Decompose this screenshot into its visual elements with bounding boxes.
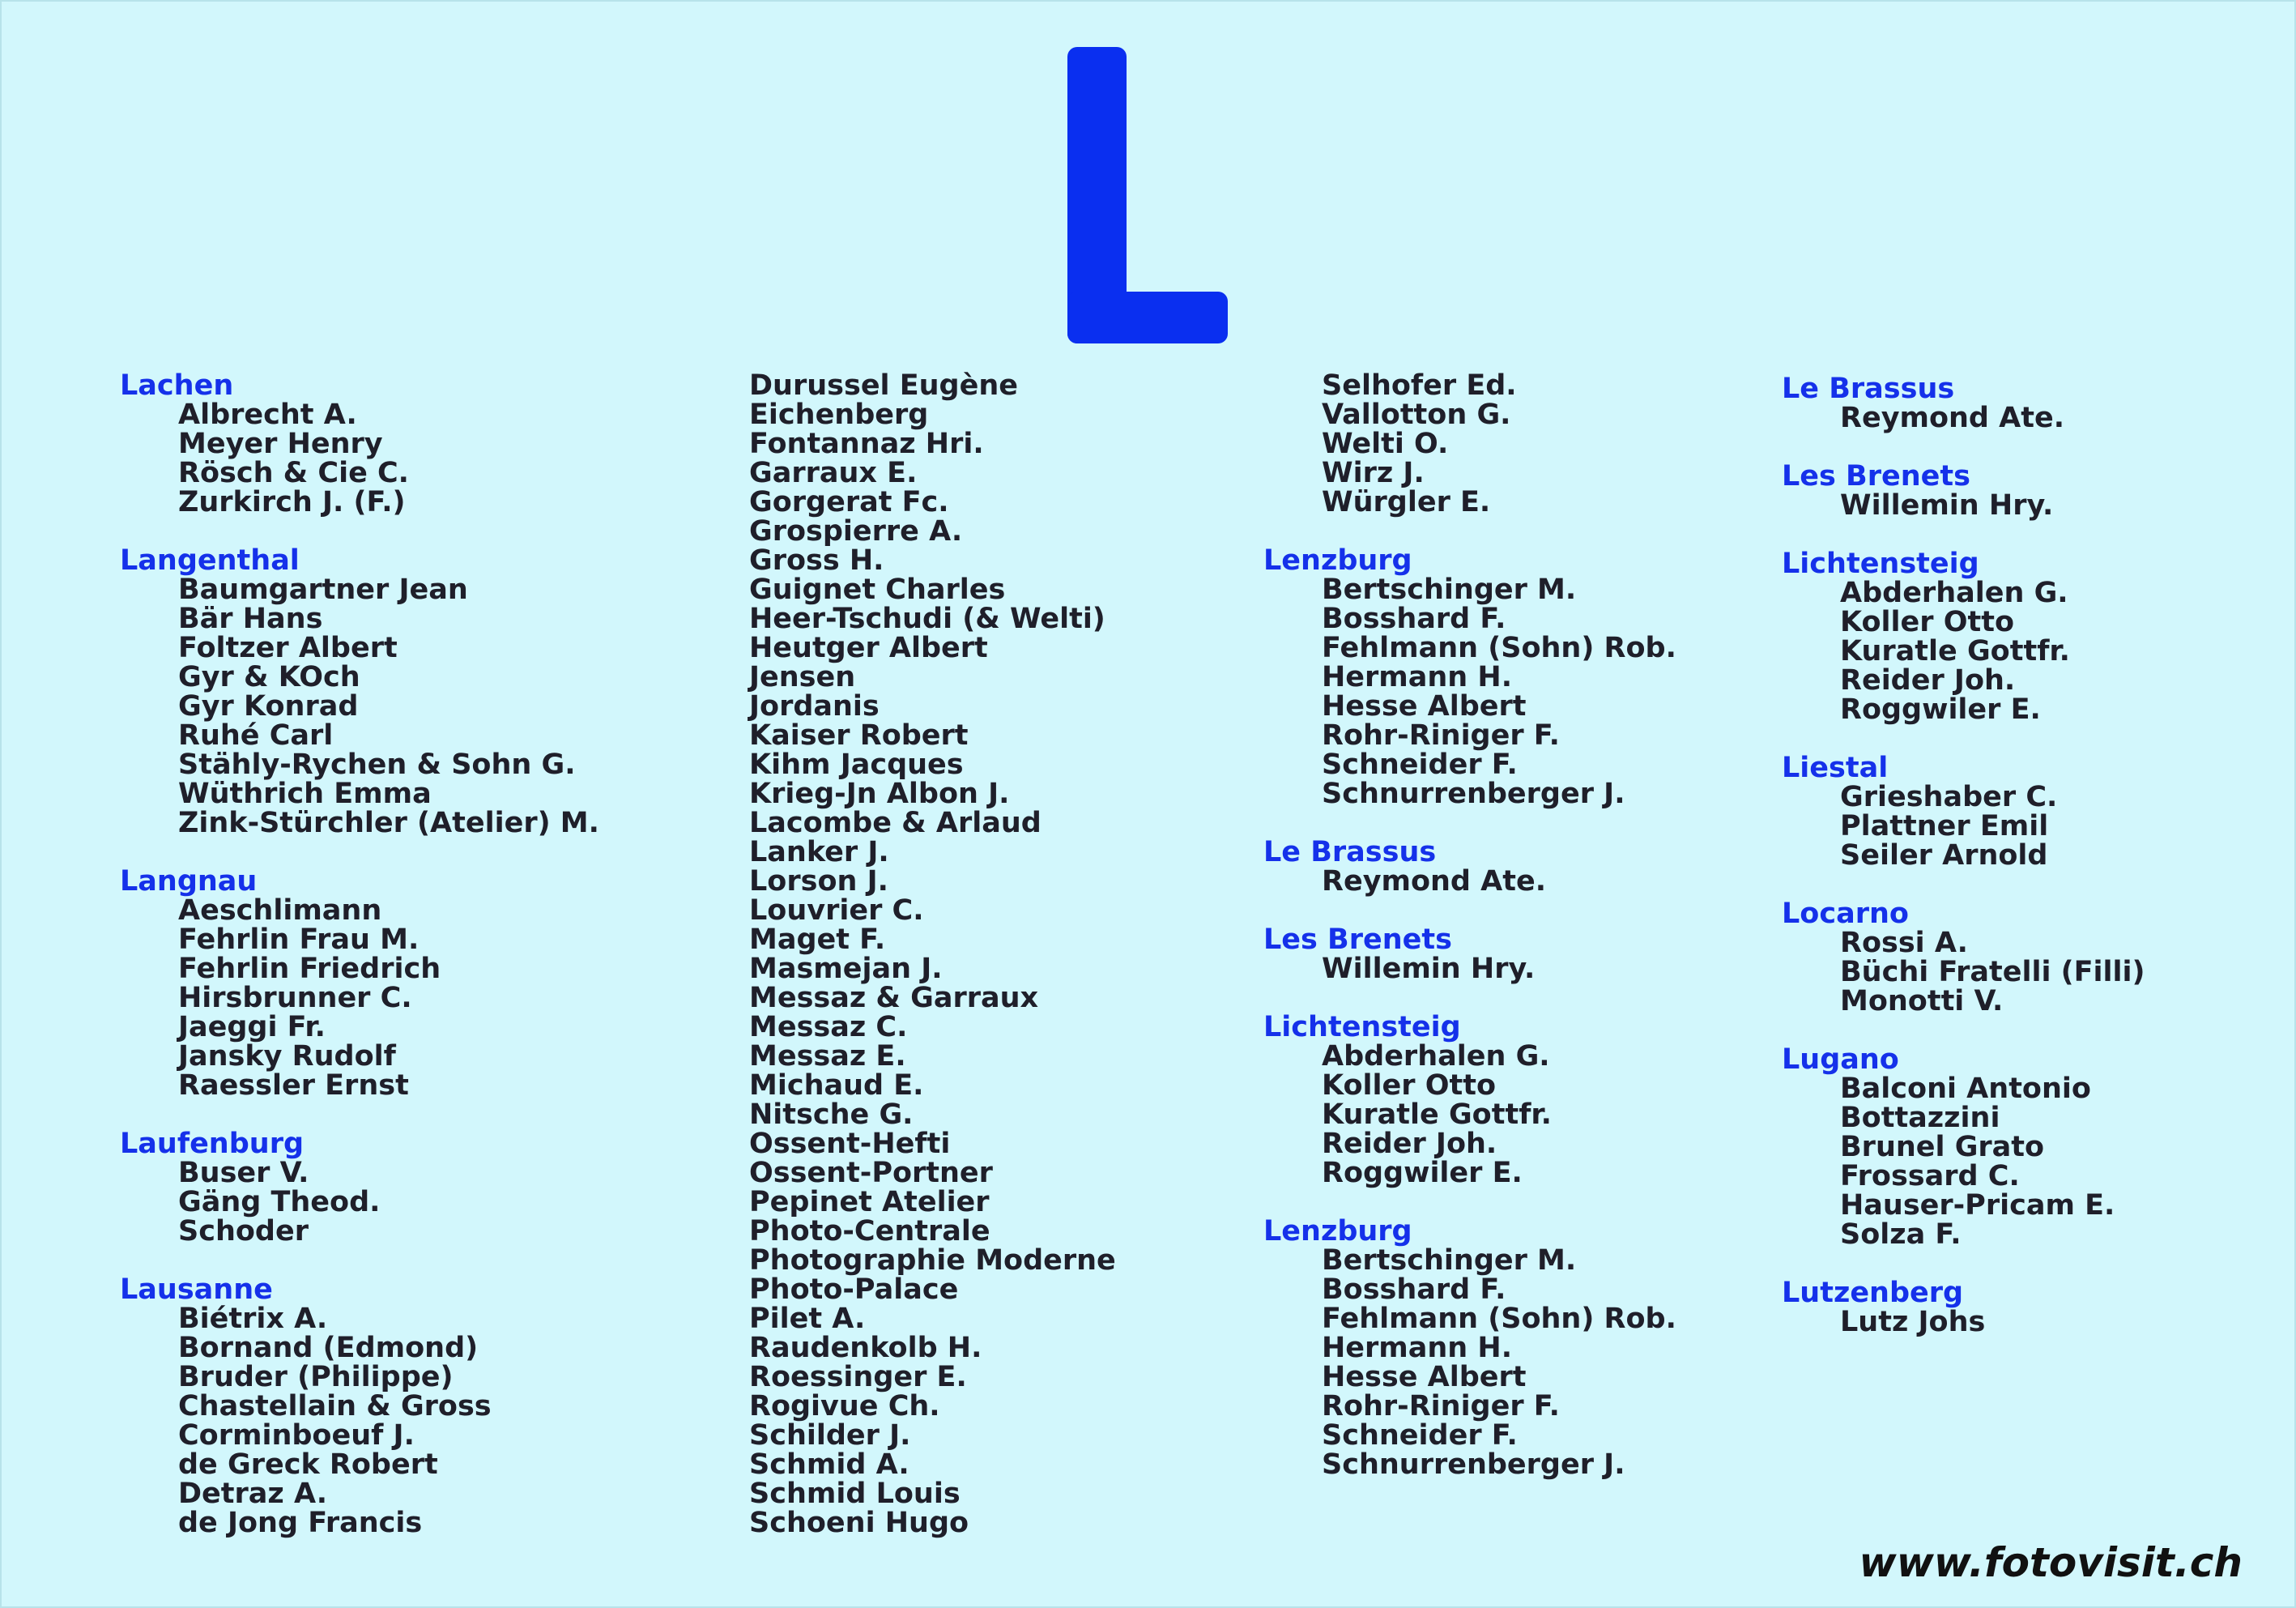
photographer-name: Raessler Ernst bbox=[178, 1069, 409, 1102]
photographer-name: Rohr-Riniger F. bbox=[1322, 1390, 1560, 1422]
city-group bbox=[120, 546, 599, 838]
photographer-name: Hermann H. bbox=[1322, 1332, 1512, 1364]
photographer-name: Kuratle Gottfr. bbox=[1840, 635, 2070, 668]
city-group bbox=[1263, 371, 1676, 517]
photographer-name: Büchi Fratelli (Filli) bbox=[1840, 956, 2145, 988]
photographer-name: Bottazzini bbox=[1840, 1102, 2000, 1134]
photographer-name: Durussel Eugène bbox=[749, 369, 1019, 402]
photographer-name: Schmid A. bbox=[749, 1448, 909, 1481]
photographer-name: Welti O. bbox=[1322, 428, 1449, 460]
column-2 bbox=[749, 371, 1116, 1538]
photographer-name: Lanker J. bbox=[749, 836, 889, 868]
photographer-name: Vallotton G. bbox=[1322, 399, 1511, 431]
index-letter-text bbox=[1067, 47, 1068, 48]
photographer-name: Bär Hans bbox=[178, 603, 323, 635]
photographer-name: Messaz & Garraux bbox=[749, 982, 1039, 1014]
city-group bbox=[1263, 546, 1676, 808]
photographer-name: Jordanis bbox=[749, 690, 880, 723]
photographer-name: Rösch & Cie C. bbox=[178, 457, 409, 489]
photographer-name: Abderhalen G. bbox=[1840, 577, 2068, 609]
city-group bbox=[120, 867, 599, 1100]
photographer-name: Heutger Albert bbox=[749, 632, 988, 664]
city-group bbox=[120, 371, 599, 517]
city-group bbox=[1263, 838, 1676, 896]
photographer-name: Fehlmann (Sohn) Rob. bbox=[1322, 632, 1676, 664]
photographer-name: Guignet Charles bbox=[749, 574, 1006, 606]
photographer-name: Selhofer Ed. bbox=[1322, 369, 1517, 402]
photographer-name: Fehlmann (Sohn) Rob. bbox=[1322, 1303, 1676, 1335]
photographer-name: Ruhé Carl bbox=[178, 719, 334, 752]
photographer-name: Lacombe & Arlaud bbox=[749, 807, 1042, 839]
city-group bbox=[1782, 1045, 2145, 1249]
photographer-name: Baumgartner Jean bbox=[178, 574, 468, 606]
photographer-name: Hauser-Pricam E. bbox=[1840, 1189, 2115, 1222]
photographer-name: Kihm Jacques bbox=[749, 749, 964, 781]
city-heading: Langenthal bbox=[120, 544, 300, 577]
city-heading: Lichtensteig bbox=[1263, 1011, 1461, 1043]
city-heading: Lichtensteig bbox=[1782, 548, 1979, 580]
city-heading: Lachen bbox=[120, 369, 234, 402]
photographer-name: Seiler Arnold bbox=[1840, 839, 2048, 872]
photographer-name: Jansky Rudolf bbox=[178, 1040, 396, 1073]
photographer-name: Grospierre A. bbox=[749, 515, 963, 548]
photographer-name: Schneider F. bbox=[1322, 749, 1518, 781]
photographer-name: Rohr-Riniger F. bbox=[1322, 719, 1560, 752]
city-heading: Langnau bbox=[120, 865, 258, 898]
photographer-name: Ossent-Portner bbox=[749, 1157, 993, 1189]
photographer-name: Maget F. bbox=[749, 923, 886, 956]
city-heading: Le Brassus bbox=[1263, 836, 1437, 868]
city-group bbox=[1263, 1013, 1676, 1188]
photographer-name: Louvrier C. bbox=[749, 894, 924, 927]
photographer-name: Hermann H. bbox=[1322, 661, 1512, 693]
photographer-name: Rogivue Ch. bbox=[749, 1390, 940, 1422]
photographer-name: Gyr Konrad bbox=[178, 690, 359, 723]
photographer-name: Roggwiler E. bbox=[1322, 1157, 1523, 1189]
photographer-name: Jaeggi Fr. bbox=[178, 1011, 326, 1043]
photographer-name: Jensen bbox=[749, 661, 856, 693]
city-group bbox=[120, 1129, 599, 1246]
city-group bbox=[1782, 549, 2145, 724]
photographer-name: Schilder J. bbox=[749, 1419, 911, 1452]
photographer-name: Roessinger E. bbox=[749, 1361, 967, 1393]
photographer-name: Bertschinger M. bbox=[1322, 1244, 1577, 1277]
photographer-name: Reymond Ate. bbox=[1840, 402, 2065, 434]
photographer-name: Gäng Theod. bbox=[178, 1186, 381, 1218]
photographer-name: Gross H. bbox=[749, 544, 884, 577]
photographer-name: Bornand (Edmond) bbox=[178, 1332, 479, 1364]
photographer-name: Schoder bbox=[178, 1215, 309, 1248]
photographer-name: Zurkirch J. (F.) bbox=[178, 486, 406, 518]
photographer-name: Plattner Emil bbox=[1840, 810, 2049, 842]
photographer-name: Garraux E. bbox=[749, 457, 918, 489]
photographer-name: Schoeni Hugo bbox=[749, 1507, 969, 1539]
index-letter-l bbox=[1067, 47, 1228, 343]
city-heading: Locarno bbox=[1782, 898, 1909, 930]
photographer-name: Messaz E. bbox=[749, 1040, 906, 1073]
column-4 bbox=[1782, 374, 2145, 1366]
photographer-name: Roggwiler E. bbox=[1840, 693, 2041, 726]
photographer-name: Biétrix A. bbox=[178, 1303, 328, 1335]
photographer-name: Buser V. bbox=[178, 1157, 309, 1189]
photographer-name: Wirz J. bbox=[1322, 457, 1425, 489]
photographer-name: Aeschlimann bbox=[178, 894, 382, 927]
photographer-name: Eichenberg bbox=[749, 399, 929, 431]
photographer-name: Foltzer Albert bbox=[178, 632, 398, 664]
city-group bbox=[749, 371, 1116, 1538]
photographer-name: Reider Joh. bbox=[1322, 1128, 1497, 1160]
photographer-name: Frossard C. bbox=[1840, 1160, 2020, 1192]
photographer-name: Nitsche G. bbox=[749, 1098, 914, 1131]
photographer-name: Hesse Albert bbox=[1322, 690, 1527, 723]
photographer-name: Michaud E. bbox=[749, 1069, 924, 1102]
photographer-name: Koller Otto bbox=[1322, 1069, 1496, 1102]
photographer-name: Bruder (Philippe) bbox=[178, 1361, 454, 1393]
photographer-name: Wüthrich Emma bbox=[178, 778, 432, 810]
city-group bbox=[1782, 1278, 2145, 1337]
photographer-name: Photo-Palace bbox=[749, 1273, 959, 1306]
city-group bbox=[1263, 1217, 1676, 1479]
city-heading: Le Brassus bbox=[1782, 373, 1955, 405]
photographer-name: Willemin Hry. bbox=[1840, 489, 2054, 522]
footer-website-url: www.fotovisit.ch bbox=[1859, 1539, 2243, 1586]
photographer-name: Stähly-Rychen & Sohn G. bbox=[178, 749, 576, 781]
photographer-name: Schnurrenberger J. bbox=[1322, 1448, 1625, 1481]
photographer-name: Kaiser Robert bbox=[749, 719, 969, 752]
city-heading: Lenzburg bbox=[1263, 1215, 1412, 1248]
city-heading: Liestal bbox=[1782, 752, 1889, 784]
city-heading: Les Brenets bbox=[1782, 460, 1970, 493]
column-3 bbox=[1263, 371, 1676, 1508]
photographer-name: Bosshard F. bbox=[1322, 1273, 1506, 1306]
photographer-name: Hesse Albert bbox=[1322, 1361, 1527, 1393]
photographer-name: Willemin Hry. bbox=[1322, 953, 1536, 985]
photographer-name: Meyer Henry bbox=[178, 428, 383, 460]
photographer-name: Balconi Antonio bbox=[1840, 1073, 2091, 1105]
photographer-name: Bosshard F. bbox=[1322, 603, 1506, 635]
city-group bbox=[1263, 925, 1676, 983]
city-group bbox=[1782, 753, 2145, 870]
photographer-name: Gorgerat Fc. bbox=[749, 486, 949, 518]
photographer-name: Pepinet Atelier bbox=[749, 1186, 990, 1218]
photographer-name: Schmid Louis bbox=[749, 1478, 961, 1510]
photographer-name: Messaz C. bbox=[749, 1011, 908, 1043]
photographer-name: Chastellain & Gross bbox=[178, 1390, 492, 1422]
photographer-name: Schneider F. bbox=[1322, 1419, 1518, 1452]
letter-foot bbox=[1067, 292, 1228, 343]
city-heading: Lausanne bbox=[120, 1273, 273, 1306]
city-heading: Lugano bbox=[1782, 1043, 1899, 1076]
photographer-name: Detraz A. bbox=[178, 1478, 327, 1510]
city-group bbox=[120, 1275, 599, 1538]
photographer-name: Schnurrenberger J. bbox=[1322, 778, 1625, 810]
photographer-name: Kuratle Gottfr. bbox=[1322, 1098, 1552, 1131]
photographer-name: Brunel Grato bbox=[1840, 1131, 2045, 1163]
city-heading: Les Brenets bbox=[1263, 923, 1452, 956]
photographer-name: Ossent-Hefti bbox=[749, 1128, 951, 1160]
photographer-name: Pilet A. bbox=[749, 1303, 866, 1335]
city-group bbox=[1782, 462, 2145, 520]
photographer-name: Grieshaber C. bbox=[1840, 781, 2058, 813]
photographer-name: Raudenkolb H. bbox=[749, 1332, 982, 1364]
photographer-name: Reider Joh. bbox=[1840, 664, 2016, 697]
photographer-name: Photographie Moderne bbox=[749, 1244, 1116, 1277]
photographer-name: Albrecht A. bbox=[178, 399, 357, 431]
photographer-name: Photo-Centrale bbox=[749, 1215, 990, 1248]
photographer-name: Monotti V. bbox=[1840, 985, 2004, 1017]
city-group bbox=[1782, 899, 2145, 1016]
photographer-name: Solza F. bbox=[1840, 1218, 1962, 1251]
photographer-name: Abderhalen G. bbox=[1322, 1040, 1550, 1073]
photographer-name: Heer-Tschudi (& Welti) bbox=[749, 603, 1105, 635]
photographer-name: Krieg-Jn Albon J. bbox=[749, 778, 1010, 810]
photographer-name: Rossi A. bbox=[1840, 927, 1968, 959]
photographer-name: Hirsbrunner C. bbox=[178, 982, 412, 1014]
photographer-name: Würgler E. bbox=[1322, 486, 1491, 518]
photographer-name: de Jong Francis bbox=[178, 1507, 423, 1539]
photographer-name: Corminboeuf J. bbox=[178, 1419, 415, 1452]
photographer-name: de Greck Robert bbox=[178, 1448, 438, 1481]
photographer-name: Gyr & KOch bbox=[178, 661, 360, 693]
city-heading: Lenzburg bbox=[1263, 544, 1412, 577]
photographer-name: Bertschinger M. bbox=[1322, 574, 1577, 606]
photographer-name: Masmejan J. bbox=[749, 953, 943, 985]
photographer-name: Reymond Ate. bbox=[1322, 865, 1547, 898]
photographer-name: Zink-Stürchler (Atelier) M. bbox=[178, 807, 599, 839]
photographer-name: Fehrlin Friedrich bbox=[178, 953, 441, 985]
column-1 bbox=[120, 371, 599, 1567]
photographer-name: Fontannaz Hri. bbox=[749, 428, 984, 460]
photographer-name: Lutz Johs bbox=[1840, 1306, 1986, 1338]
city-heading: Laufenburg bbox=[120, 1128, 305, 1160]
photographer-name: Koller Otto bbox=[1840, 606, 2014, 638]
photographer-name: Lorson J. bbox=[749, 865, 888, 898]
photographer-name: Fehrlin Frau M. bbox=[178, 923, 420, 956]
city-group bbox=[1782, 374, 2145, 433]
city-heading: Lutzenberg bbox=[1782, 1277, 1964, 1309]
